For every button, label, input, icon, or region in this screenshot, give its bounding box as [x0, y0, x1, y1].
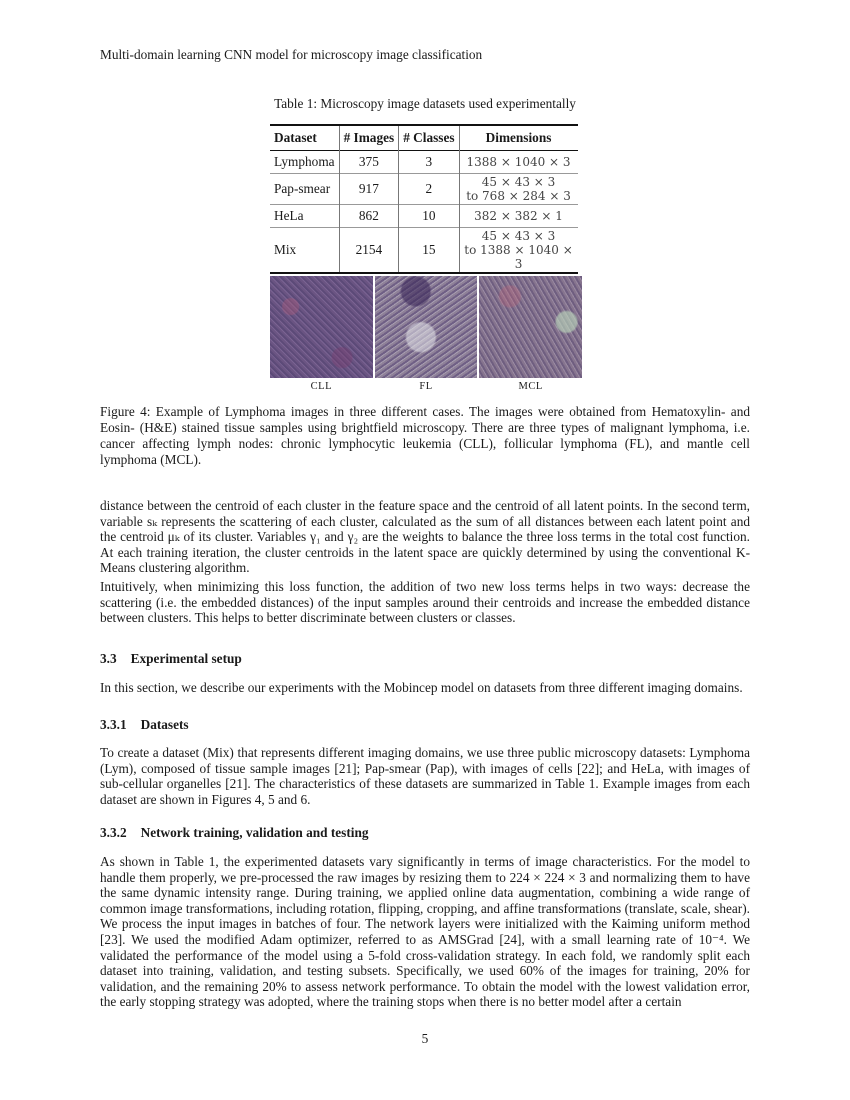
paragraph-datasets: To create a dataset (Mix) that represents different imaging domains, we use three public microscopy datasets: Lymphoma (Lym), composed of tissue sample images [21]; Pap-smear (Pap), with images of cells [22]; and HeLa, with images of sub-cellular organelles [21]. The characteristics of these datasets are summarized in Table 1. Example images from each dataset are shown in Figures 4, 5 and 6.	[100, 745, 750, 807]
dimensions-line: 45 × 43 × 3	[481, 175, 556, 189]
fl-microscopy-image	[375, 276, 478, 378]
cell-images: 375	[339, 151, 399, 174]
section-title: Network training, validation and testing	[140, 825, 369, 840]
cell-dataset: HeLa	[270, 205, 339, 228]
dimensions-line: to 1388 × 1040 × 3	[464, 243, 573, 271]
header-classes: # Classes	[399, 125, 459, 151]
running-header: Multi-domain learning CNN model for microscopy image classification	[100, 47, 483, 62]
mcl-microscopy-image	[479, 276, 582, 378]
figure-image-strip	[270, 276, 582, 378]
cell-dataset: Lymphoma	[270, 151, 339, 174]
section-number: 3.3	[100, 651, 117, 666]
dimensions-line: 1388 × 1040 × 3	[466, 155, 571, 169]
table-row	[270, 205, 578, 228]
cll-microscopy-image	[270, 276, 373, 378]
label-cll: CLL	[310, 381, 332, 392]
section-heading-3-3-1	[100, 717, 189, 733]
cell-dataset: Pap-smear	[270, 174, 339, 205]
header-images: # Images	[339, 125, 399, 151]
figure-labels	[270, 381, 582, 392]
figure-caption: Figure 4: Example of Lymphoma images in three different cases. The images were obtained from Hematoxylin- and Eosin- (H&E) stained tissue samples using brightfield microscopy. There are three types of malignant lymphoma, i.e. cancer affecting lymph nodes: chronic lymphocytic leukemia (CLL), follicular lymphoma (FL), and mantle cell lymphoma (MCL).	[100, 404, 750, 467]
cell-dimensions	[459, 205, 578, 228]
cell-classes: 2	[399, 174, 459, 205]
section-number: 3.3.2	[100, 825, 127, 840]
paragraph-intuition: Intuitively, when minimizing this loss function, the addition of two new loss terms helps in two ways: decrease the scattering (i.e. the embedded distances) of the input samples around their centroids and increase the embedded distance between clusters. This helps to better discriminate between clusters or classes.	[100, 579, 750, 626]
paper-page	[100, 0, 750, 1100]
cell-images: 2154	[339, 228, 399, 274]
section-heading-3-3	[100, 651, 242, 667]
label-fl: FL	[419, 381, 433, 392]
cell-classes: 15	[399, 228, 459, 274]
dimensions-line: 45 × 43 × 3	[481, 229, 556, 243]
cell-images: 917	[339, 174, 399, 205]
cell-dimensions	[459, 174, 578, 205]
section-heading-3-3-2	[100, 825, 369, 841]
header-dimensions: Dimensions	[485, 130, 552, 145]
cell-images: 862	[339, 205, 399, 228]
cell-classes: 10	[399, 205, 459, 228]
cell-dimensions	[459, 151, 578, 174]
label-mcl: MCL	[518, 381, 543, 392]
table-header-row	[270, 125, 578, 151]
page-number: 5	[421, 1031, 429, 1046]
section-number: 3.3.1	[100, 717, 127, 732]
cell-classes: 3	[399, 151, 459, 174]
table-caption: Table 1: Microscopy image datasets used experimentally	[274, 96, 576, 111]
dimensions-line: 382 × 382 × 1	[474, 209, 563, 223]
section-title: Datasets	[140, 717, 189, 732]
cell-dimensions	[459, 228, 578, 274]
datasets-table	[270, 124, 578, 274]
table-row	[270, 174, 578, 205]
figure-4	[270, 276, 582, 392]
dimensions-line: to 768 × 284 × 3	[466, 189, 571, 203]
paragraph-experimental-intro: In this section, we describe our experiments with the Mobincep model on datasets from three different imaging domains.	[100, 680, 743, 695]
section-title: Experimental setup	[130, 651, 242, 666]
header-dataset: Dataset	[270, 125, 339, 151]
table-row	[270, 228, 578, 274]
table-row	[270, 151, 578, 174]
paragraph-loss-terms: distance between the centroid of each cluster in the feature space and the centroid of all latent points. In the second term, variable sₖ represents the scattering of each cluster, calculated as the sum of all distances between each latent point and the centroid μₖ of its cluster. Variables γ₁ and γ₂ are the weights to balance the three loss terms in the total cost function. At each training iteration, the cluster centroids in the latent space are quickly determined by using the conventional K-Means clustering algorithm.	[100, 498, 750, 576]
cell-dataset: Mix	[270, 228, 339, 274]
paragraph-training: As shown in Table 1, the experimented datasets vary significantly in terms of image characteristics. For the model to handle them properly, we pre-processed the raw images by resizing them to 224 × 224 × 3 and normalizing them to have the same dynamic intensity range. During training, we applied online data augmentation, combining a wide range of common image transformations, including rotation, flipping, cropping, and affine transformations (translate, scale, shear). We process the input images in batches of four. The network layers were initialized with the Kaiming uniform method [23]. We used the modified Adam optimizer, referred to as AMSGrad [24], with a small learning rate of 10⁻⁴. We validated the performance of the model using a 5-fold cross-validation strategy. In each fold, we randomly split each dataset into training, validation, and testing subsets. Specifically, we used 60% of the images for training, 20% for validation, and the remaining 20% to assess network performance. To obtain the model with the lowest validation error, the early stopping strategy was adopted, where the training stops when there is no better model after a certain	[100, 854, 750, 1010]
